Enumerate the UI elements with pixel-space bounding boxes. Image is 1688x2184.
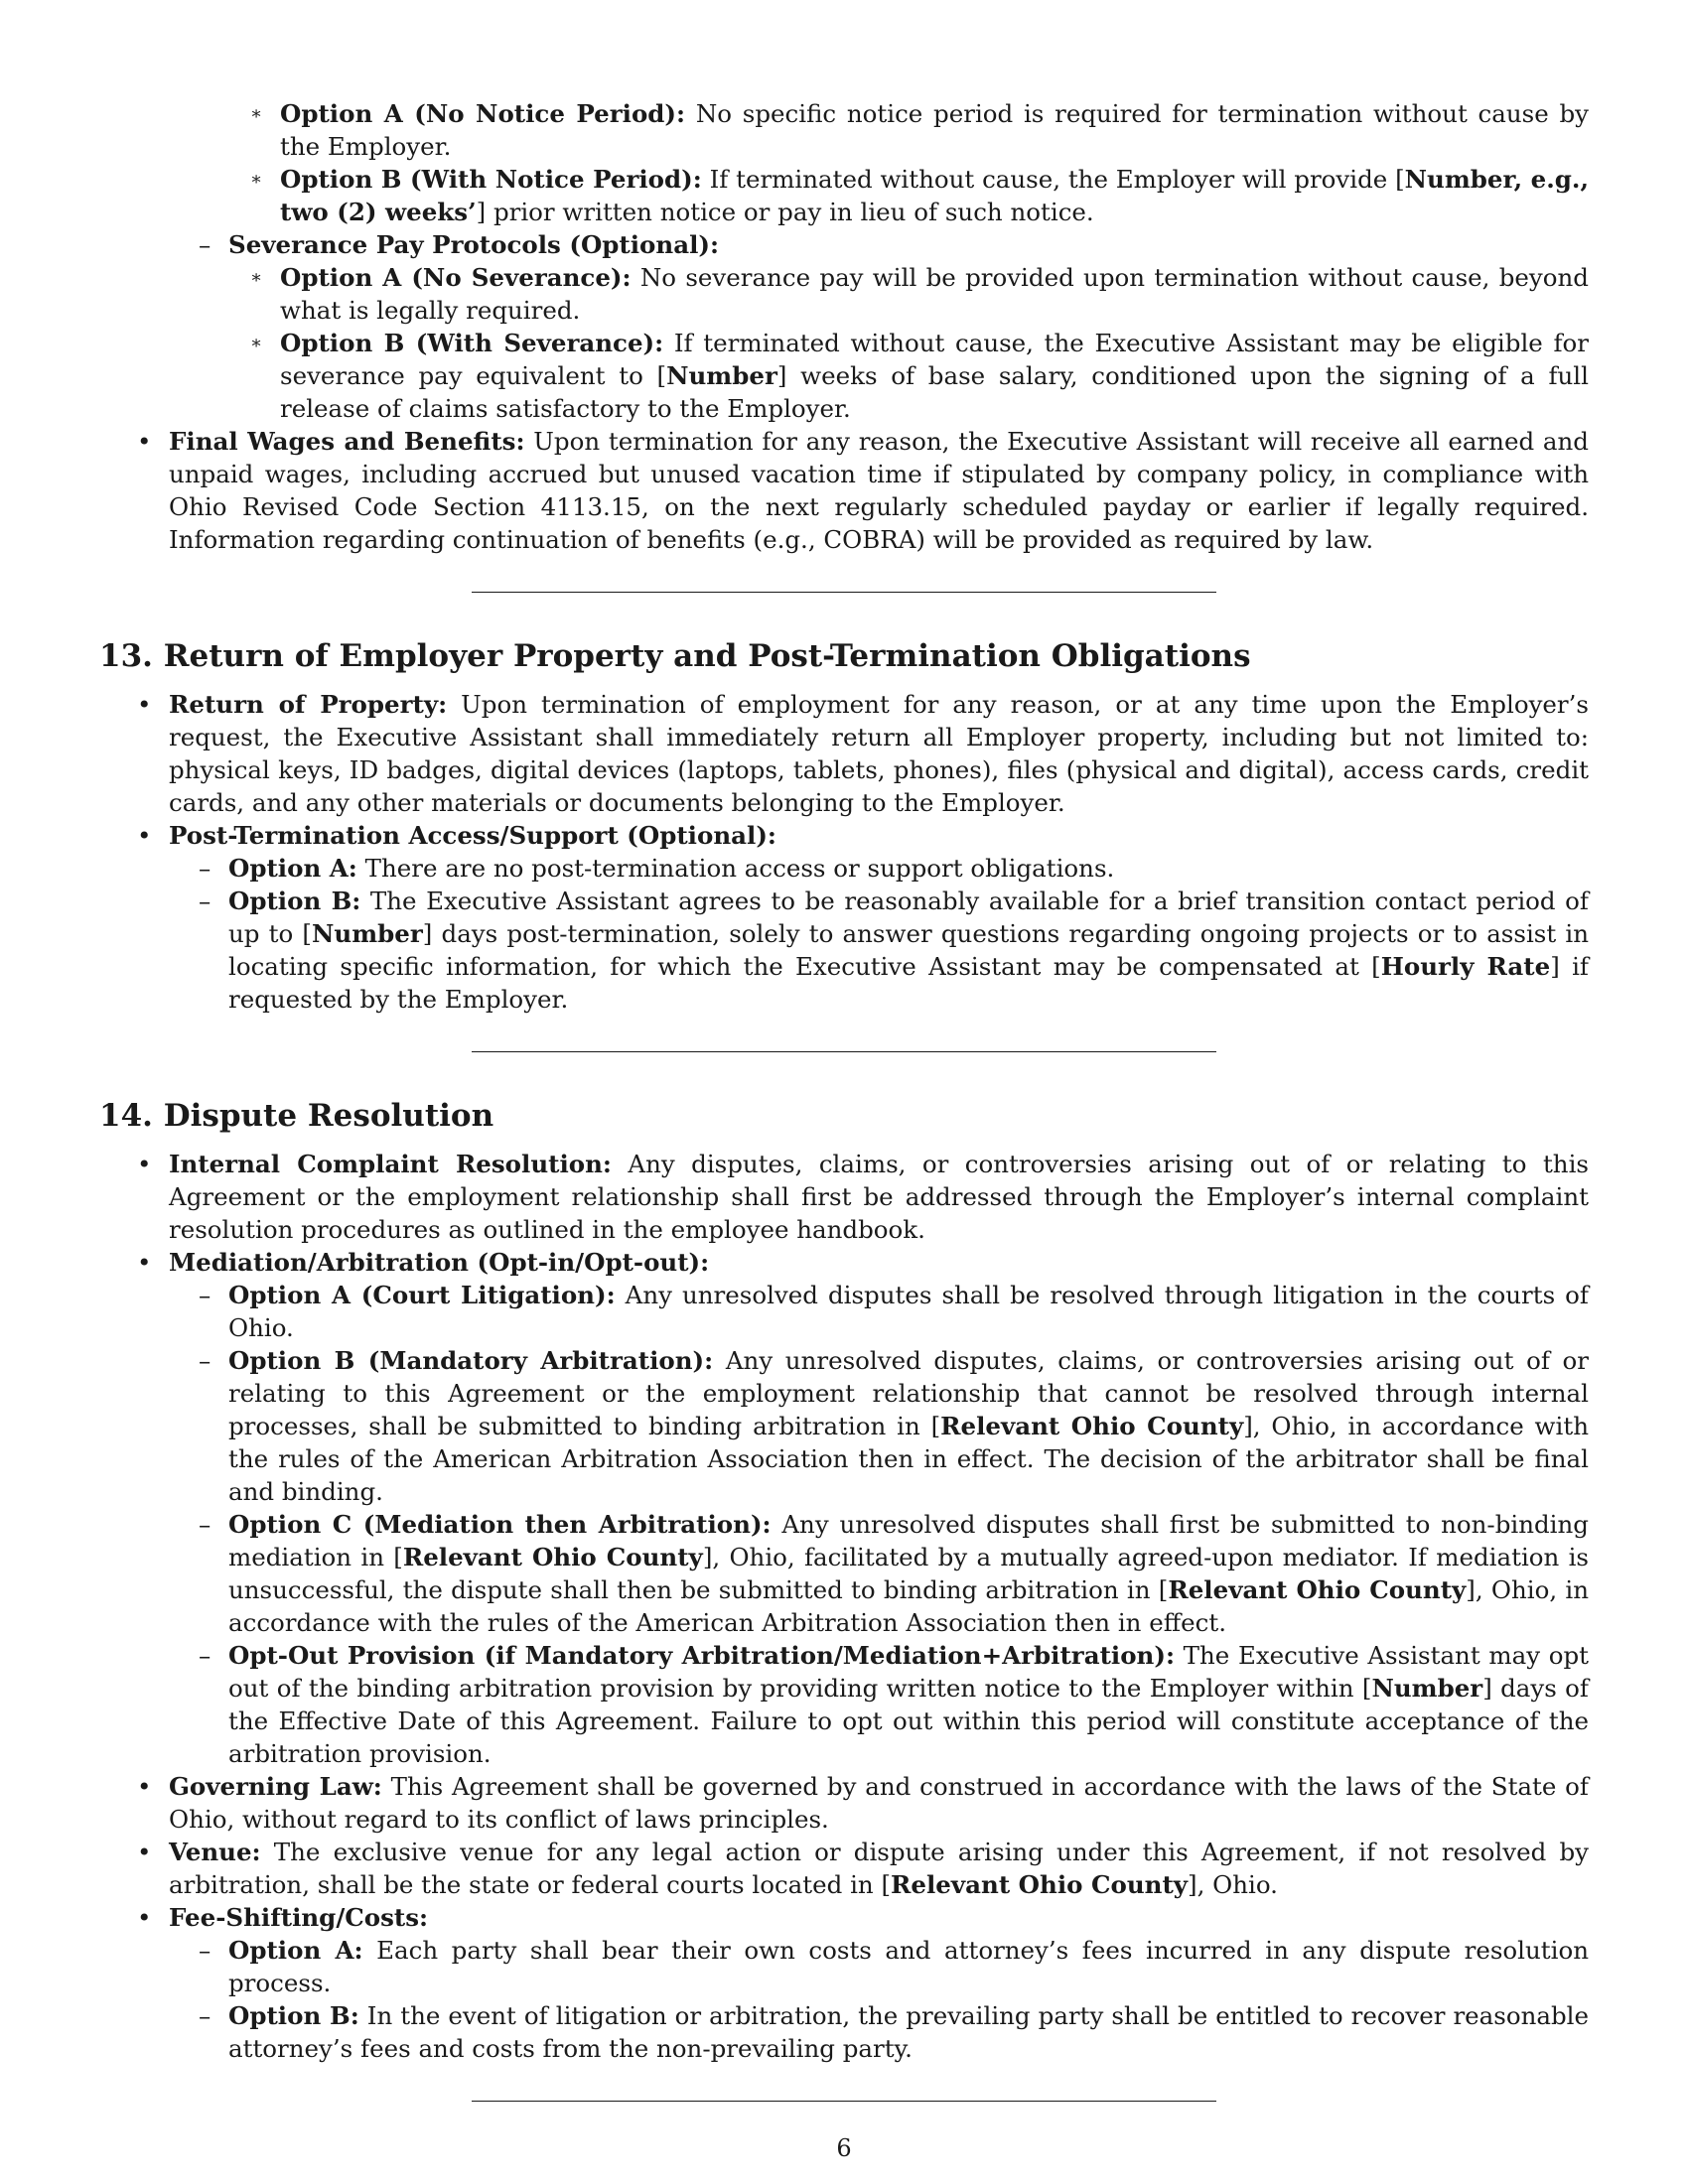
fee-shifting-heading: • Fee-Shifting/Costs: (137, 1903, 429, 1932)
bullet-marker: • (137, 1150, 152, 1178)
mediation-option-c: – Option C (Mediation then Arbitration): Any unresolved disputes shall first be submitted to non-binding mediation in [Relevant Ohio County], Ohio, facilitated by a mutually agreed-upon mediator. If mediation is unsuccessful, the dispute shall then be submitted to binding arbitration in [Relevant Ohio County], Ohio, in accordance with the rules of the American Arbitration Association then in effect. (199, 1510, 1590, 1637)
section-divider (472, 1051, 1216, 1052)
star-marker: ∗ (250, 267, 263, 288)
opt-out-provision: – Opt-Out Provision (if Mandatory Arbitration/Mediation+Arbitration): The Executive Assistant may opt out of the binding arbitration provision by providing written notice to the Employer within [Number] days of the Effective Date of this Agreement. Failure to opt out within this period will constitute acceptance of the arbitration provision. (199, 1641, 1589, 1768)
mediation-option-b: – Option B (Mandatory Arbitration): Any unresolved disputes, claims, or controversies arising out of or relating to this Agreement or the employment relationship that cannot be resolved through internal processes, shall be submitted to binding arbitration in [Relevant Ohio County], Ohio, in accordance with the rules of the American Arbitration Association then in effect. The decision of the arbitrator shall be final and binding. (199, 1346, 1590, 1506)
section-divider (472, 592, 1216, 593)
fee-option-b: – Option B: In the event of litigation or arbitration, the prevailing party shall be entitled to recover reasonable attorney’s fees and costs from the non-prevailing party. (199, 2001, 1589, 2063)
bullet-marker: • (137, 690, 152, 719)
bullet-marker: • (137, 1772, 152, 1801)
section-divider (472, 2101, 1216, 2102)
severance-heading: – Severance Pay Protocols (Optional): (199, 230, 720, 259)
page-number: 6 (836, 2134, 852, 2162)
final-wages-item: • Final Wages and Benefits: Upon termination for any reason, the Executive Assistant will receive all earned and unpaid wages, including accrued but unused vacation time if stipulated by company policy, in compliance with Ohio Revised Code Section 4113.15, on the next regularly scheduled payday or earlier if legally required. Information regarding continuation of benefits (e.g., COBRA) will be provided as required by law. (137, 427, 1589, 554)
dash-marker: – (199, 1641, 211, 1670)
severance-option-a: ∗ Option A (No Severance): No severance pay will be provided upon termination without cause, beyond what is legally required. (250, 263, 1589, 325)
internal-complaint-item: • Internal Complaint Resolution: Any disputes, claims, or controversies arising out of or relating to this Agreement or the employment relationship shall first be addressed through the Employer’s internal complaint resolution procedures as outlined in the employee handbook. (137, 1150, 1589, 1244)
bullet-marker: • (137, 427, 152, 456)
star-marker: ∗ (250, 169, 263, 190)
dash-marker: – (199, 854, 211, 883)
notice-option-b: ∗ Option B (With Notice Period): If terminated without cause, the Employer will provide [Number, e.g., two (2) weeks’] prior written notice or pay in lieu of such notice. (250, 165, 1589, 226)
venue-item: • Venue: The exclusive venue for any legal action or dispute arising under this Agreement, if not resolved by arbitration, shall be the state or federal courts located in [Relevant Ohio County], Ohio. (137, 1838, 1589, 1899)
severance-option-b: ∗ Option B (With Severance): If terminated without cause, the Executive Assistant may be eligible for severance pay equivalent to [Number] weeks of base salary, conditioned upon the signing of a full release of claims satisfactory to the Employer. (250, 329, 1589, 423)
governing-law-item: • Governing Law: This Agreement shall be governed by and construed in accordance with the laws of the State of Ohio, without regard to its conflict of laws principles. (137, 1772, 1589, 1834)
star-marker: ∗ (250, 103, 263, 124)
section-13-title: 13. Return of Employer Property and Post-Termination Obligations (99, 638, 1251, 674)
section-14-title: 14. Dispute Resolution (99, 1098, 494, 1134)
post-termination-heading: • Post-Termination Access/Support (Optional): (137, 821, 776, 850)
post-term-option-b: – Option B: The Executive Assistant agrees to be reasonably available for a brief transition contact period of up to [Number] days post-termination, solely to answer questions regarding ongoing projects or to assist in locating specific information, for which the Executive Assistant may be compensated at [Hourly Rate] if requested by the Employer. (199, 887, 1589, 1014)
bullet-marker: • (137, 1838, 152, 1866)
star-marker: ∗ (250, 333, 263, 353)
post-term-option-a: – Option A: There are no post-termination access or support obligations. (199, 854, 1115, 883)
mediation-heading: • Mediation/Arbitration (Opt-in/Opt-out): (137, 1248, 710, 1277)
dash-marker: – (199, 1936, 211, 1965)
return-property-item: • Return of Property: Upon termination of employment for any reason, or at any time upon the Employer’s request, the Executive Assistant shall immediately return all Employer property, including but not limited to: physical keys, ID badges, digital devices (laptops, tablets, phones), files (physical and digital), access cards, credit cards, and any other materials or documents belonging to the Employer. (137, 690, 1589, 817)
mediation-option-a: – Option A (Court Litigation): Any unresolved disputes shall be resolved through litigation in the courts of Ohio. (199, 1281, 1590, 1342)
document-page (99, 97, 1589, 2102)
dash-marker: – (199, 2001, 211, 2030)
dash-marker: – (199, 1281, 211, 1309)
bullet-marker: • (137, 1903, 152, 1932)
dash-marker: – (199, 1346, 211, 1375)
dash-marker: – (199, 230, 211, 259)
dash-marker: – (199, 1510, 211, 1539)
notice-option-a: ∗ Option A (No Notice Period): No specific notice period is required for termination without cause by the Employer. (250, 99, 1589, 161)
bullet-marker: • (137, 821, 152, 850)
bullet-marker: • (137, 1248, 152, 1277)
dash-marker: – (199, 887, 211, 915)
fee-option-a: – Option A: Each party shall bear their own costs and attorney’s fees incurred in any dispute resolution process. (199, 1936, 1589, 1997)
